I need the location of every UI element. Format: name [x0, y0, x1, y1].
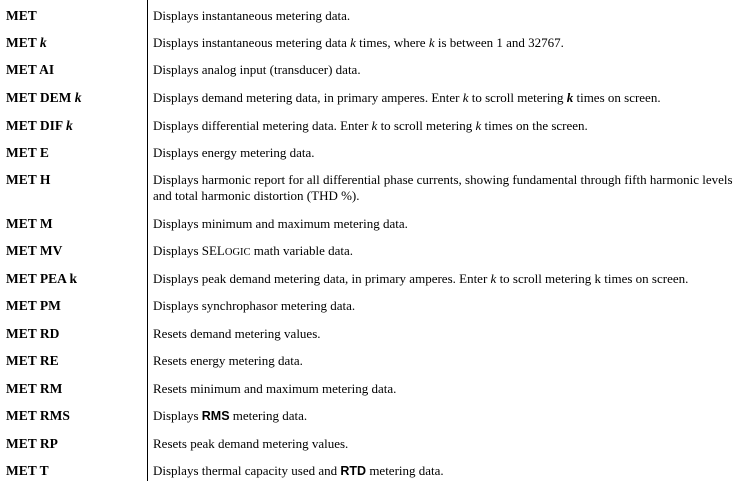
command-name: MET DEM k	[6, 90, 82, 105]
command-name: MET RE	[6, 353, 59, 368]
command-description: Displays instantaneous metering data k times, where k is between 1 and 32767.	[153, 35, 564, 50]
command-name: MET T	[6, 463, 49, 478]
command-description: Displays synchrophasor metering data.	[153, 298, 356, 313]
command-description: Displays RMS metering data.	[153, 408, 308, 423]
command-name: MET	[6, 8, 37, 23]
command-name: MET RM	[6, 381, 63, 396]
command-name: MET E	[6, 145, 49, 160]
command-description: Displays differential metering data. Enter k to scroll metering k times on the screen.	[153, 118, 588, 133]
command-description: Resets peak demand metering values.	[153, 436, 349, 451]
command-name: MET DIF k	[6, 118, 73, 133]
command-description: Displays harmonic report for all differential phase currents, showing fundamental through fifth harmonic levels and total harmonic distortion (THD %).	[153, 172, 733, 203]
command-name: MET H	[6, 172, 51, 187]
command-description: Displays demand metering data, in primary amperes. Enter k to scroll metering k times on screen.	[153, 90, 661, 105]
command-description: Displays analog input (transducer) data.	[153, 62, 361, 77]
command-description: Resets demand metering values.	[153, 326, 321, 341]
command-name: MET k	[6, 35, 47, 50]
command-name: MET RD	[6, 326, 60, 341]
command-name: MET RP	[6, 436, 58, 451]
command-name: MET RMS	[6, 408, 70, 423]
command-description: Resets minimum and maximum metering data.	[153, 381, 397, 396]
command-name: MET MV	[6, 243, 63, 258]
command-description: Displays minimum and maximum metering data.	[153, 216, 408, 231]
command-description: Displays peak demand metering data, in primary amperes. Enter k to scroll metering k times on screen.	[153, 271, 689, 286]
command-description: Displays energy metering data.	[153, 145, 315, 160]
command-name: MET M	[6, 216, 53, 231]
command-description: Displays SELOGIC math variable data.	[153, 243, 354, 258]
command-description: Displays thermal capacity used and RTD metering data.	[153, 463, 444, 478]
command-description: Displays instantaneous metering data.	[153, 8, 351, 23]
column-divider	[147, 0, 148, 481]
command-name: MET AI	[6, 62, 55, 77]
command-name: MET PM	[6, 298, 61, 313]
command-name: MET PEA k	[6, 271, 78, 286]
command-description: Resets energy metering data.	[153, 353, 303, 368]
